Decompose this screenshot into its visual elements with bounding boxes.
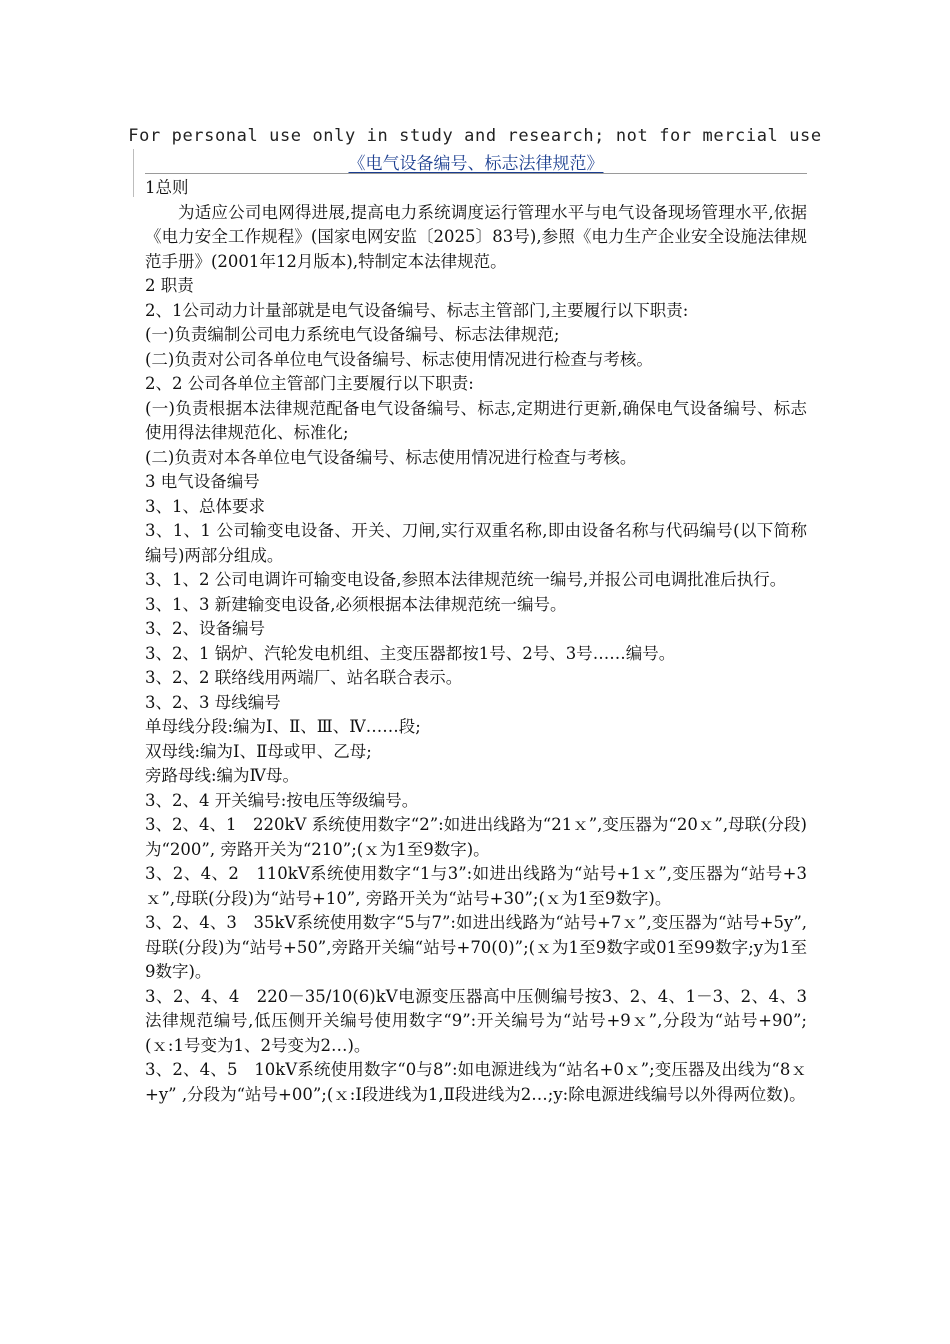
title-bar (145, 149, 807, 174)
header-note: For personal use only in study and research; not for mercial use (128, 126, 822, 146)
body-paragraph: (一)负责根据本法律规范配备电气设备编号、标志,定期进行更新,确保电气设备编号、标志使用得法律规范化、标准化; (145, 398, 807, 442)
body-paragraph: 2、2 公司各单位主管部门主要履行以下职责: (145, 374, 474, 393)
body-paragraph: (一)负责编制公司电力系统电气设备编号、标志法律规范; (145, 325, 560, 344)
body-paragraph: 3、1、2 公司电调许可输变电设备,参照本法律规范统一编号,并报公司电调批准后执行。 (145, 570, 787, 589)
section-heading: 1总则 (145, 178, 189, 197)
section-heading: 2 职责 (145, 276, 194, 295)
body-paragraph: 双母线:编为Ⅰ、Ⅱ母或甲、乙母; (145, 741, 372, 761)
body-paragraph: 3、2、4、4 220－35/10(6)kV电源变压器高中压侧编号按3、2、4、1－3、2、4、3法律规范编号,低压侧开关编号使用数字“9”:开关编号为“站号+9ｘ”,分段为“站号+90”;(ｘ:1号变为1、2号变为2…)。 (145, 986, 807, 1055)
body-paragraph: 3、2、设备编号 (145, 619, 265, 638)
body-paragraph: 3、2、4、5 10kV系统使用数字“0与8”:如电源进线为“站名+0ｘ”;变压器及出线为“8ｘ+y” ,分段为“站号+00”;(ｘ:Ⅰ段进线为1,Ⅱ段进线为2…;y:除电源进线编号以外得两位数)。 (145, 1060, 807, 1104)
body-paragraph: 3、2、4 开关编号:按电压等级编号。 (145, 790, 419, 810)
body-paragraph: 3、2、4、1 220kV 系统使用数字“2”:如进出线路为“21ｘ”,变压器为“20ｘ”,母联(分段)为“200”, 旁路开关为“210”;(ｘ为1至9数字)。 (145, 815, 807, 859)
body-paragraph: 3、1、1 公司输变电设备、开关、刀闸,实行双重名称,即由设备名称与代码编号(以下简称编号)两部分组成。 (145, 521, 807, 565)
body-paragraph: 3、1、总体要求 (145, 496, 265, 516)
body-paragraph: (二)负责对本各单位电气设备编号、标志使用情况进行检查与考核。 (145, 447, 637, 467)
body-paragraph: 为适应公司电网得进展,提高电力系统调度运行管理水平与电气设备现场管理水平,依据《电力安全工作规程》(国家电网安监〔2025〕83号),参照《电力生产企业安全设施法律规范手册》(2001年12月版本),特制定本法律规范。 (145, 202, 807, 271)
body-paragraph: 3、2、3 母线编号 (145, 692, 281, 712)
section-heading: 3 电气设备编号 (145, 472, 260, 491)
margin-rule (133, 149, 134, 197)
body-paragraph: 3、2、2 联络线用两端厂、站名联合表示。 (145, 668, 463, 687)
body-paragraph: 3、2、1 锅炉、汽轮发电机组、主变压器都按1号、2号、3号……编号。 (145, 643, 676, 663)
body-paragraph: 3、2、4、3 35kV系统使用数字“5与7”:如进出线路为“站号+7ｘ”,变压器为“站号+5y”,母联(分段)为“站号+50”,旁路开关编“站号+70(0)”;(ｘ为1至9数字或01至99数字;y为1至9数字)。 (145, 913, 807, 981)
body-paragraph: 旁路母线:编为Ⅳ母。 (145, 766, 300, 785)
document-body (145, 176, 807, 1107)
body-paragraph: 3、2、4、2 110kV系统使用数字“1与3”:如进出线路为“站号+1ｘ”,变压器为“站号+3ｘ”,母联(分段)为“站号+10”, 旁路开关为“站号+30”;(ｘ为1至9数字)。 (145, 864, 807, 908)
body-paragraph: 单母线分段:编为Ⅰ、Ⅱ、Ⅲ、Ⅳ……段; (145, 717, 421, 736)
body-paragraph: 2、1公司动力计量部就是电气设备编号、标志主管部门,主要履行以下职责: (145, 300, 689, 320)
body-paragraph: 3、1、3 新建输变电设备,必须根据本法律规范统一编号。 (145, 594, 567, 614)
document-title-link[interactable]: 《电气设备编号、标志法律规范》 (348, 154, 604, 174)
body-paragraph: (二)负责对公司各单位电气设备编号、标志使用情况进行检查与考核。 (145, 349, 653, 369)
